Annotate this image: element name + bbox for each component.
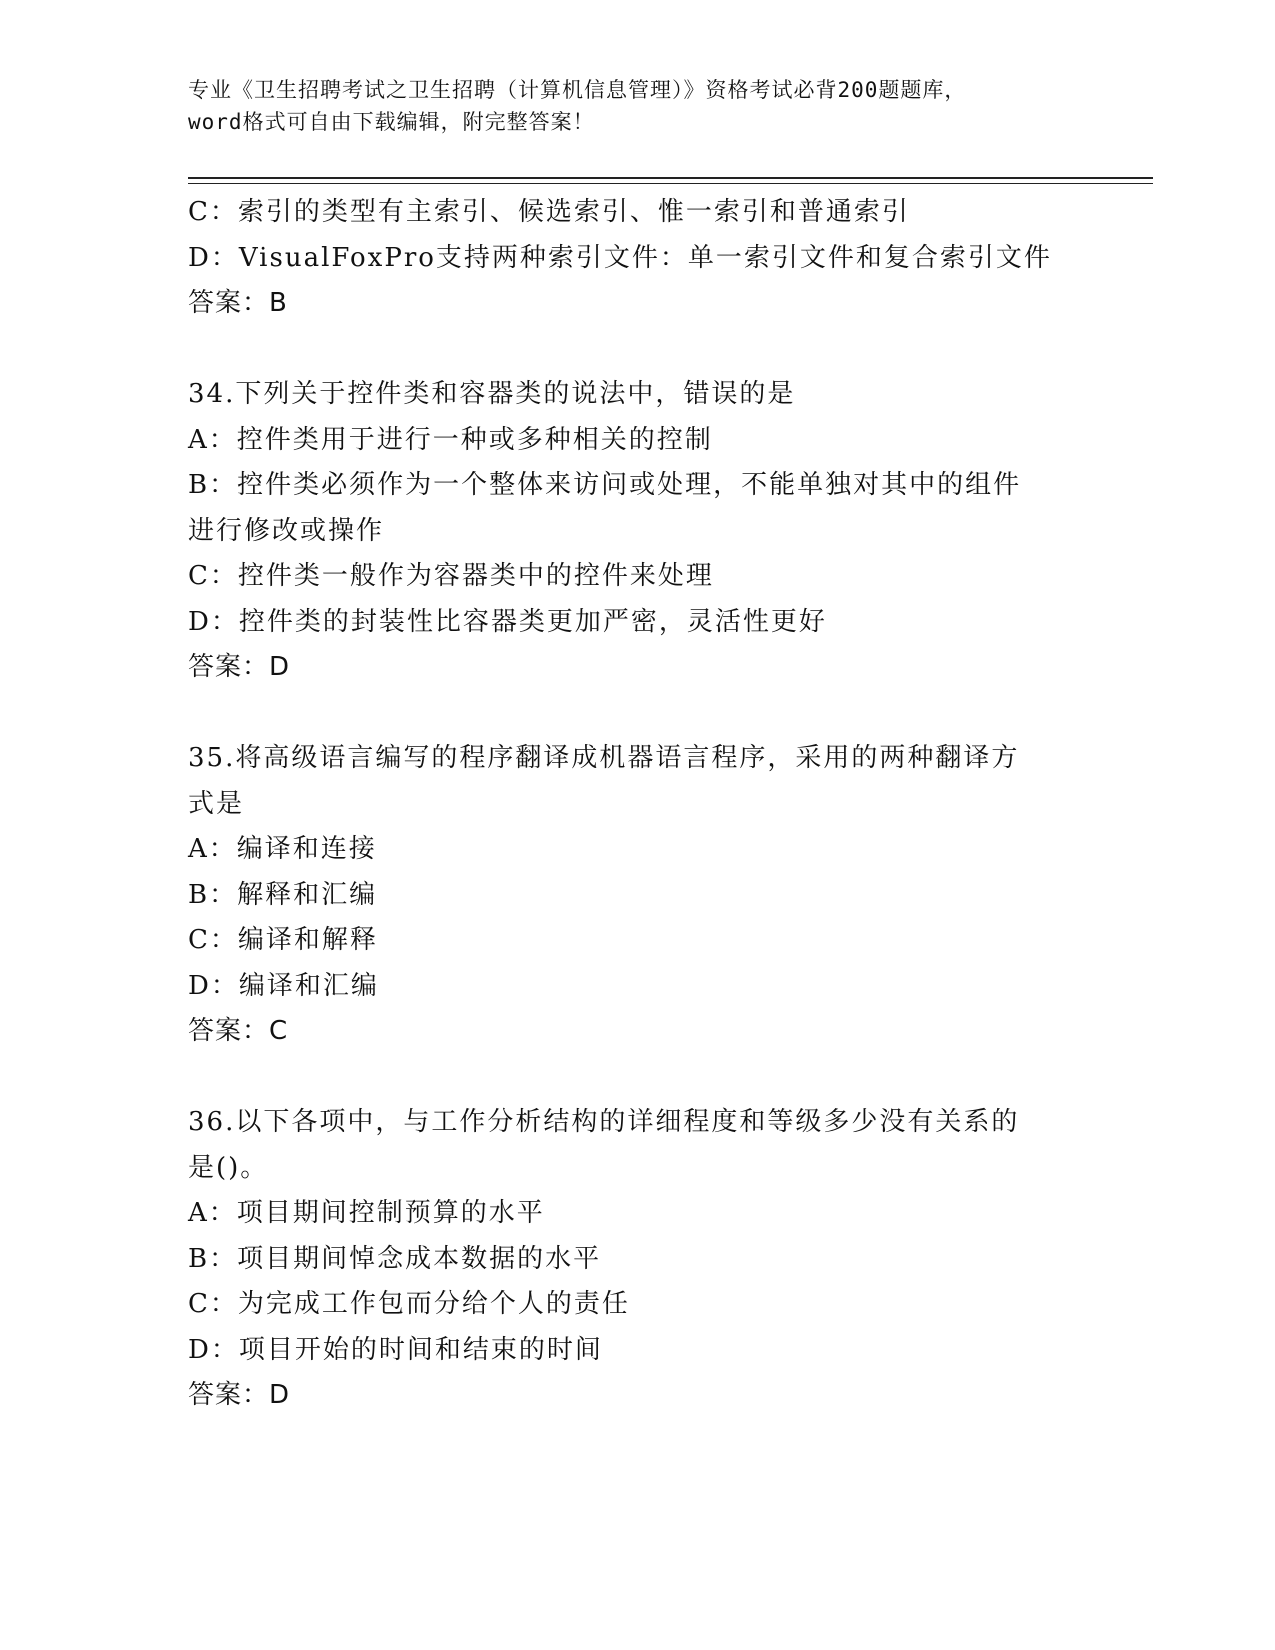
question-34 bbox=[188, 372, 1068, 691]
question-content bbox=[188, 190, 1068, 1419]
option-c: C：索引的类型有主索引、候选索引、惟一索引和普通索引 bbox=[188, 197, 910, 227]
answer-line: 答案：B bbox=[188, 288, 288, 318]
option-d: D：编译和汇编 bbox=[188, 970, 379, 1001]
question-35 bbox=[188, 736, 1068, 1055]
option-d: D：控件类的封装性比容器类更加严密，灵活性更好 bbox=[188, 606, 827, 637]
question-stem: 35.将高级语言编写的程序翻译成机器语言程序，采用的两种翻译方式是 bbox=[188, 743, 1020, 819]
option-b: B：项目期间悼念成本数据的水平 bbox=[188, 1243, 602, 1274]
answer-line: 答案：D bbox=[188, 1380, 291, 1410]
header-divider-thick bbox=[188, 177, 1153, 179]
option-d: D：VisualFoxPro支持两种索引文件：单一索引文件和复合索引文件 bbox=[188, 242, 1052, 273]
answer-line: 答案：C bbox=[188, 1016, 289, 1046]
header-divider-thin bbox=[188, 183, 1153, 184]
spacer bbox=[188, 1055, 1068, 1101]
option-b: B：控件类必须作为一个整体来访问或处理，不能单独对其中的组件进行修改或操作 bbox=[188, 470, 1022, 546]
document-header bbox=[188, 74, 1088, 138]
option-c: C：为完成工作包而分给个人的责任 bbox=[188, 1289, 630, 1319]
option-a: A：项目期间控制预算的水平 bbox=[188, 1198, 545, 1228]
question-stem: 36.以下各项中，与工作分析结构的详细程度和等级多少没有关系的是()。 bbox=[188, 1107, 1020, 1183]
question-36 bbox=[188, 1100, 1068, 1419]
header-title-line-2: word格式可自由下载编辑，附完整答案！ bbox=[188, 110, 595, 134]
option-d: D：项目开始的时间和结束的时间 bbox=[188, 1334, 603, 1365]
option-b: B：解释和汇编 bbox=[188, 879, 378, 910]
option-c: C：控件类一般作为容器类中的控件来处理 bbox=[188, 561, 714, 591]
question-stem: 34.下列关于控件类和容器类的说法中，错误的是 bbox=[188, 379, 796, 409]
spacer bbox=[188, 327, 1068, 373]
header-title-line-1: 专业《卫生招聘考试之卫生招聘（计算机信息管理）》资格考试必背200题题库， bbox=[188, 78, 967, 102]
option-c: C：编译和解释 bbox=[188, 925, 378, 955]
spacer bbox=[188, 691, 1068, 737]
previous-question-tail bbox=[188, 190, 1068, 327]
option-a: A：控件类用于进行一种或多种相关的控制 bbox=[188, 424, 713, 455]
answer-line: 答案：D bbox=[188, 652, 291, 682]
option-a: A：编译和连接 bbox=[188, 834, 377, 864]
